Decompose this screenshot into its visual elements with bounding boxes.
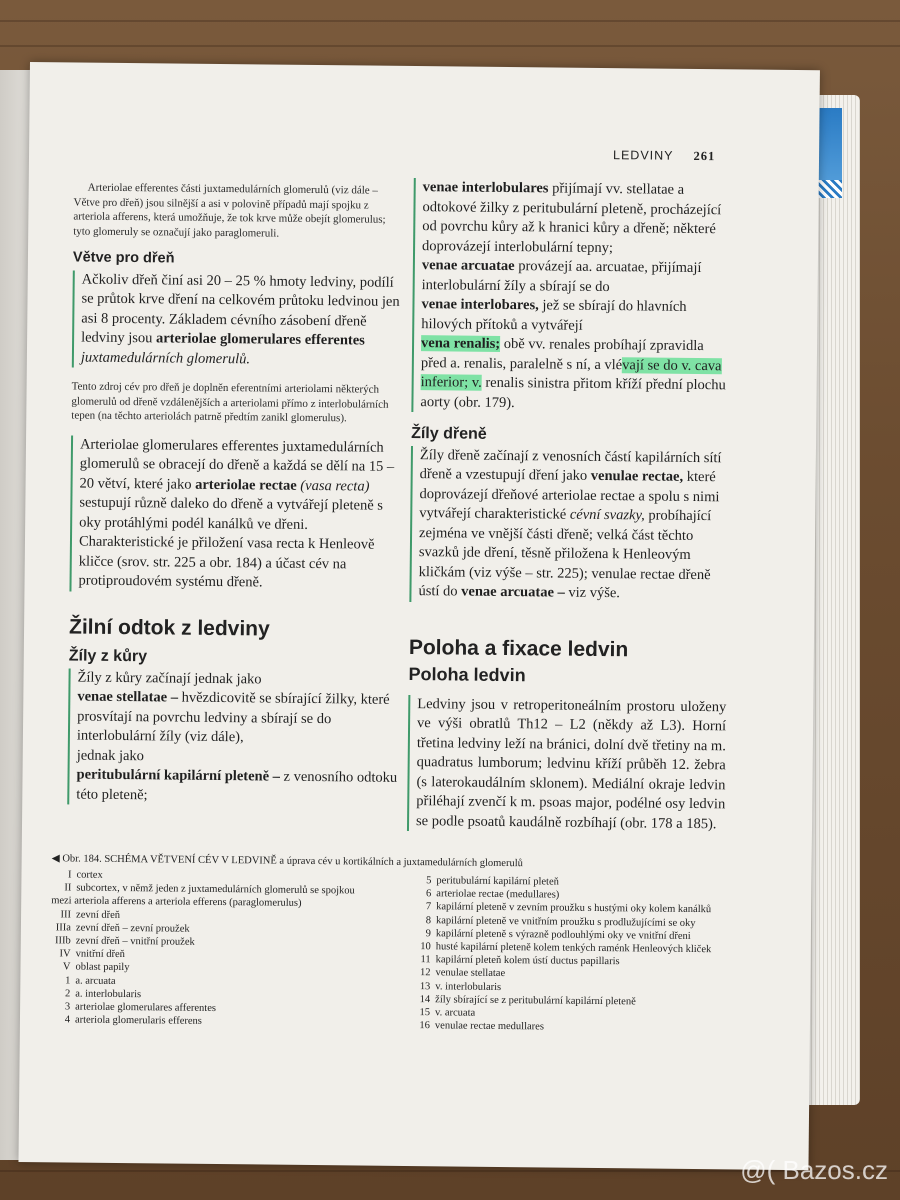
caption-item-number: II: [64, 882, 72, 894]
poloha-text: Ledviny jsou v retroperitoneálním prostoru uloženy ve výši obratlů Th12 – L2 (někdy až L3). Horní třetina ledviny leží na bránici, dolní dvě třetiny na m. quadratus lumborum; ledvinu kříží průběh 12. žebra (s laterokaudálním sklonem). Mediální okraje ledvin přiléhají zvenčí k m. psoas major, podélné osy ledvin se podle psoatů kaudálně rozbíhají (obr. 178 a 185).: [415, 695, 727, 832]
caption-item-number: 3: [64, 1001, 71, 1013]
heading-zily-drene: Žíly dřeně: [411, 425, 487, 443]
vetve-text: Ačkoliv dřeň činí asi 20 – 25 % hmoty ledviny, podílí se průtok krve dření na celkovém průtoku ledvinou jen asi 8 procenty. Základem cévního zásobení dřeně ledviny jsou: [81, 271, 400, 347]
vetve-bold: arteriolae glomerulares efferentes: [155, 330, 365, 349]
vena-renalis-highlight: vena renalis;: [420, 335, 501, 352]
caption-item-text: zevní dřeň – zevní proužek: [75, 922, 190, 935]
caption-left-list: [50, 868, 372, 1030]
caption-item-number: 1: [65, 975, 71, 987]
venae-interlobulares: venae interlobulares: [422, 179, 549, 197]
caption-item-number: 8: [425, 914, 432, 926]
cevni-svazky: cévní svazky,: [569, 506, 645, 524]
kury-line2: jednak jako: [76, 747, 145, 764]
kury-line1: Žíly z kůry začínají jednak jako: [77, 669, 262, 687]
caption-item-number: 7: [425, 901, 432, 913]
caption-item-text: venulae stellatae: [435, 967, 506, 980]
caption-item-number: 6: [426, 888, 432, 900]
zily-drene-block: [409, 446, 729, 605]
caption-item-number: III: [60, 908, 72, 921]
drene-text: Žíly dřeně začínají z venosních částí kapilárních sítí dřeně a vzestupují dření jako: [419, 446, 722, 484]
caption-item-text: kapilární pleteň kolem ústí ductus papillaris: [435, 954, 620, 968]
caption-title: ◀ Obr. 184. SCHÉMA VĚTVENÍ CÉV V LEDVINĚ a úprava cév u kortikálních a juxtamedulárních glomerulů: [51, 853, 523, 870]
venae-interlobares: venae interlobares,: [421, 296, 539, 314]
drene-text3: probíhající zejména ve vnější části dřeně; velká část těchto svazků jde dření, těsně přiložena k Henleovým kličkám (viz výše – str. 225); venulae rectae dřeně ústí do: [418, 507, 712, 600]
venae-block: [411, 178, 731, 415]
caption-item-text: žíly sbírající se z peritubulární kapilární pleteně: [435, 994, 636, 1008]
caption-item-text: venulae rectae medullares: [434, 1020, 545, 1033]
heading-vetve: Větve pro dřeň: [72, 249, 175, 267]
caption-item-number: 2: [64, 988, 71, 1000]
caption-item-text: v. interlobularis: [435, 980, 502, 993]
caption-item-number: 11: [420, 954, 431, 966]
heading-poloha-ledvin: Poloha ledvin: [408, 663, 526, 686]
caption-item-number: IV: [59, 948, 71, 960]
arteriolae-rest: sestupují různě daleko do dřeně a vytvářejí pleteně s oky protáhlými podél kanálků ve dřeni. Charakteristické je přiložení vasa recta k Henleově kličce (srov. str. 225 a obr. 184) a účast cév na protiproudovém systému dřeně.: [78, 494, 384, 591]
venae-arcuatae-ref: venae arcuatae –: [461, 583, 565, 601]
caption-item-text: peritubulární kapilární pleteň: [436, 875, 559, 888]
right-column: [407, 178, 732, 834]
kury-text1: hvězdicovitě se sbírající žilky, které prosvítají na povrchu ledviny a sbírají se do interlobulární žíly (viz dále),: [76, 689, 390, 746]
cava-inferior-highlight: vají se do v. cava inferior; v.: [420, 356, 722, 391]
caption-item-text: kapilární pleteně ve vnitřním proužku s prodlužujícími se oky: [435, 914, 696, 929]
vetve-italic: juxtamedulárních glomerulů.: [80, 349, 251, 367]
kury-bold1: venae stellatae –: [77, 688, 179, 706]
zily-kury-block: [67, 668, 398, 808]
caption-item-number: IIIa: [55, 922, 71, 934]
caption-item: [51, 881, 371, 911]
venae-arcuatae-text: provázejí aa. arcuatae, přijímají interlobulární žíly a sbírají se do: [421, 258, 702, 295]
running-header: [613, 148, 715, 164]
heading-zily-z-kury: Žíly z kůry: [68, 647, 148, 666]
left-column: [67, 180, 404, 807]
poloha-block: [407, 694, 726, 834]
intro-small-text: Arteriolae efferentes části juxtamedulárních glomerulů (viz dále – Větve pro dřeň) jsou silnější a asi v polovině případů mají spojku z arteriola afferens, která umožňuje, že tok krve může obejít glomerulus; tyto glomeruly se označují jako paraglomeruli.: [73, 181, 386, 240]
venae-interlobares-text: jež se sbírají do hlavních hilových přítoků a vytvářejí: [421, 297, 687, 334]
caption-item: [410, 1019, 730, 1036]
arteriolae-bold: arteriolae rectae: [195, 476, 297, 494]
caption-item-number: 10: [420, 941, 431, 953]
page-number: 261: [693, 148, 716, 164]
arteriolae-text: Arteriolae glomerulares efferentes juxtamedulárních glomerulů se obracejí do dřeně a každá se dělí na 15 – 20 větví, které jako: [79, 436, 395, 493]
caption-item-number: 5: [426, 875, 432, 887]
drene-text4: viz výše.: [568, 584, 621, 602]
book-page: [18, 62, 819, 1170]
caption-item-number: 13: [419, 980, 431, 992]
caption-item-text: cortex: [76, 869, 103, 881]
caption-item-text: arteriola glomerularis efferens: [74, 1014, 202, 1028]
caption-item-text: subcortex, v němž jeden z juxtamedulárních glomerulů se spojkou mezi arteriola afferens a arteriola efferens (paraglomerulus): [51, 882, 355, 910]
caption-item-text: a. arcuata: [75, 975, 116, 987]
caption-item-number: 4: [64, 1014, 71, 1026]
vena-renalis-text-b: renalis sinistra přitom kříží přední plochu aorty (obr. 179).: [420, 374, 726, 411]
caption-item-number: I: [67, 869, 72, 881]
caption-item-number: 14: [419, 993, 431, 1006]
caption-item-text: kapilární pleteně s výrazně podlouhlými oky ve vnitřní dřeni: [435, 928, 691, 942]
caption-item-text: zevní dřeň: [76, 909, 121, 921]
venulae-rectae: venulae rectae,: [590, 467, 684, 485]
caption-item-text: vnitřní dřeň: [75, 948, 125, 961]
vetve-block: [72, 270, 403, 371]
vena-renalis-text-a: obě vv. renales probíhají zpravidla před a. renalis, paralelně s ní, a vlé: [420, 335, 704, 373]
venae-arcuatae: venae arcuatae: [421, 257, 515, 275]
caption-item-text: zevní dřeň – vnitřní proužek: [75, 935, 195, 948]
venae-interlobulares-text: přijímají vv. stellatae a odtokové žilky z peritubulární pleteně, procházející od povrchu kůry až k hranici kůry a dřeně; některé doprovázejí interlobulární tepny;: [422, 180, 722, 256]
heading-poloha-fixace: Poloha a fixace ledvin: [408, 635, 629, 661]
kury-bold2: peritubulární kapilární pleteně –: [76, 766, 281, 785]
caption-item-number: 12: [419, 967, 431, 979]
bazos-watermark: @( Bazos.cz: [740, 1155, 888, 1185]
kury-text2: z venosního odtoku této pleteně;: [76, 768, 398, 803]
header-section: LEDVINY: [612, 148, 674, 163]
arteriolae-italic: (vasa recta): [300, 477, 370, 495]
drene-text2: které doprovázejí dřeňové arteriolae rectae a spolu s nimi vytvářejí charakteristické: [419, 468, 720, 523]
caption-item-text: v. arcuata: [435, 1007, 476, 1019]
caption-item-text: husté kapilární pleteně kolem tenkých raménk Henleových kliček: [435, 941, 712, 956]
caption-item-text: arteriolae glomerulares afferentes: [75, 1001, 217, 1015]
caption-right-list: [410, 874, 732, 1036]
caption-item-text: a. interlobularis: [75, 988, 142, 1001]
caption-item-text: arteriolae rectae (medullares): [436, 888, 560, 901]
caption-item-text: oblast papily: [75, 961, 130, 974]
caption-item: [50, 1013, 370, 1030]
caption-item-number: 9: [425, 928, 431, 940]
blue-thumb-tab: [818, 108, 842, 198]
caption-item-number: 16: [419, 1020, 430, 1032]
caption-item-text: kapilární pleteně v zevním proužku s hustými oky kolem kanálků: [436, 901, 712, 916]
heading-zilni-odtok: Žilní odtok z ledviny: [68, 614, 270, 641]
caption-item-number: IIIb: [54, 935, 71, 947]
arteriolae-block: [69, 435, 401, 594]
caption-item-number: 15: [419, 1007, 431, 1019]
tento-small-text: Tento zdroj cév pro dřeň je doplněn eferentními arteriolami některých glomerulů od dřeně vzdálenějších a arteriolami přímo z interlobulárních tepen (na těchto arteriolách patrně předtím zanikl glomerulus).: [71, 380, 389, 425]
caption-item-number: V: [62, 961, 71, 973]
